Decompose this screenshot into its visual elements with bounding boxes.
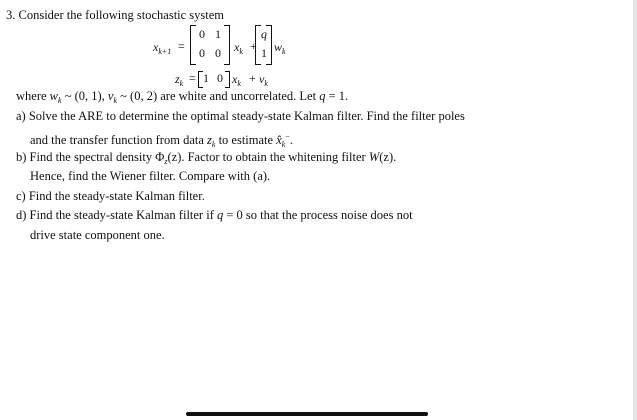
part-c-line-1: c) Find the steady-state Kalman filter.: [16, 189, 205, 203]
vector-g-cell-2: 1: [261, 46, 267, 60]
conditions-w-subscript: k: [58, 96, 62, 105]
part-b-text-1: b) Find the spectral density: [16, 150, 156, 164]
part-a-text-3: .: [289, 133, 293, 147]
conditions-text-4: = 1.: [325, 89, 349, 103]
right-edge-strip: [633, 0, 637, 420]
state-x-subscript: k: [239, 47, 243, 56]
state-w-subscript: k: [282, 47, 286, 56]
part-a-line-2: [30, 129, 293, 152]
state-x: [234, 40, 243, 56]
part-a-z: z: [207, 133, 212, 147]
conditions-text-2: ~ (0, 1),: [61, 89, 108, 103]
output-lhs-subscript: k: [179, 79, 184, 88]
matrix-h-right-bracket: [225, 71, 230, 88]
part-d-q: q: [216, 208, 224, 222]
conditions-w: w: [49, 89, 59, 103]
output-plus: +: [249, 71, 256, 85]
state-plus: +: [250, 39, 257, 53]
part-a-text-2: to estimate: [215, 133, 277, 147]
part-b-phi-subscript: z: [164, 157, 168, 166]
conditions-line: [16, 89, 348, 108]
conditions-v: v: [107, 89, 114, 103]
output-lhs: [175, 72, 183, 88]
matrix-h-cell-1: 1: [203, 71, 209, 85]
part-a-xhat: x̂: [276, 133, 282, 147]
conditions-v-subscript: k: [113, 96, 118, 105]
part-a-xhat-subscript: k: [281, 140, 286, 149]
part-b-line-1: [16, 150, 396, 169]
state-lhs-symbol: x: [153, 40, 159, 54]
matrix-a-cell-21: 0: [199, 46, 205, 60]
state-lhs-subscript: k+1: [158, 47, 172, 56]
part-d-text-1: d) Find the steady-state Kalman filter if: [16, 208, 217, 222]
output-x: [232, 72, 241, 88]
home-indicator-bar[interactable]: [186, 412, 428, 416]
matrix-h-cell-2: 0: [217, 71, 223, 85]
output-v-subscript: k: [264, 79, 268, 88]
part-b-text-2: (z). Factor to obtain the whitening filter: [167, 150, 369, 164]
part-a-text-1: and the transfer function from data: [30, 133, 208, 147]
conditions-text-3: ~ (0, 2) are white and uncorrelated. Let: [117, 89, 320, 103]
matrix-a-cell-12: 1: [215, 27, 221, 41]
problem-heading: 3. Consider the following stochastic system: [6, 8, 225, 22]
matrix-a-cell-11: 0: [199, 27, 205, 41]
part-b-w: W: [368, 150, 380, 164]
vector-g-right-bracket: [266, 25, 272, 65]
conditions-text-1: where: [16, 89, 50, 103]
part-b-line-2: Hence, find the Wiener filter. Compare with (a).: [30, 169, 271, 183]
conditions-q: q: [319, 89, 326, 103]
part-b-text-3: (z).: [379, 150, 397, 164]
output-v-symbol: v: [259, 72, 265, 86]
output-equals: =: [189, 71, 196, 85]
matrix-a-right-bracket: [224, 25, 230, 65]
part-a-z-subscript: k: [211, 140, 216, 149]
state-lhs: [153, 40, 171, 56]
part-a-line-1: a) Solve the ARE to determine the optimal steady-state Kalman filter. Find the filter poles: [16, 109, 465, 123]
part-d-line-1: [16, 208, 413, 223]
matrix-a-cell-22: 0: [215, 46, 221, 60]
part-d-line-2: drive state component one.: [30, 228, 165, 242]
output-x-symbol: x: [232, 72, 238, 86]
output-v: [259, 72, 268, 88]
output-x-subscript: k: [237, 79, 241, 88]
part-b-phi: Φ: [155, 150, 165, 164]
state-equals: =: [178, 39, 185, 53]
state-x-symbol: x: [234, 40, 240, 54]
state-w-symbol: w: [274, 40, 283, 54]
vector-g-cell-1: q: [261, 27, 267, 41]
output-lhs-symbol: z: [175, 72, 180, 86]
part-a-xhat-superscript: −: [285, 132, 290, 141]
state-w: [274, 40, 286, 56]
part-d-text-2: = 0 so that the process noise does not: [223, 208, 413, 222]
